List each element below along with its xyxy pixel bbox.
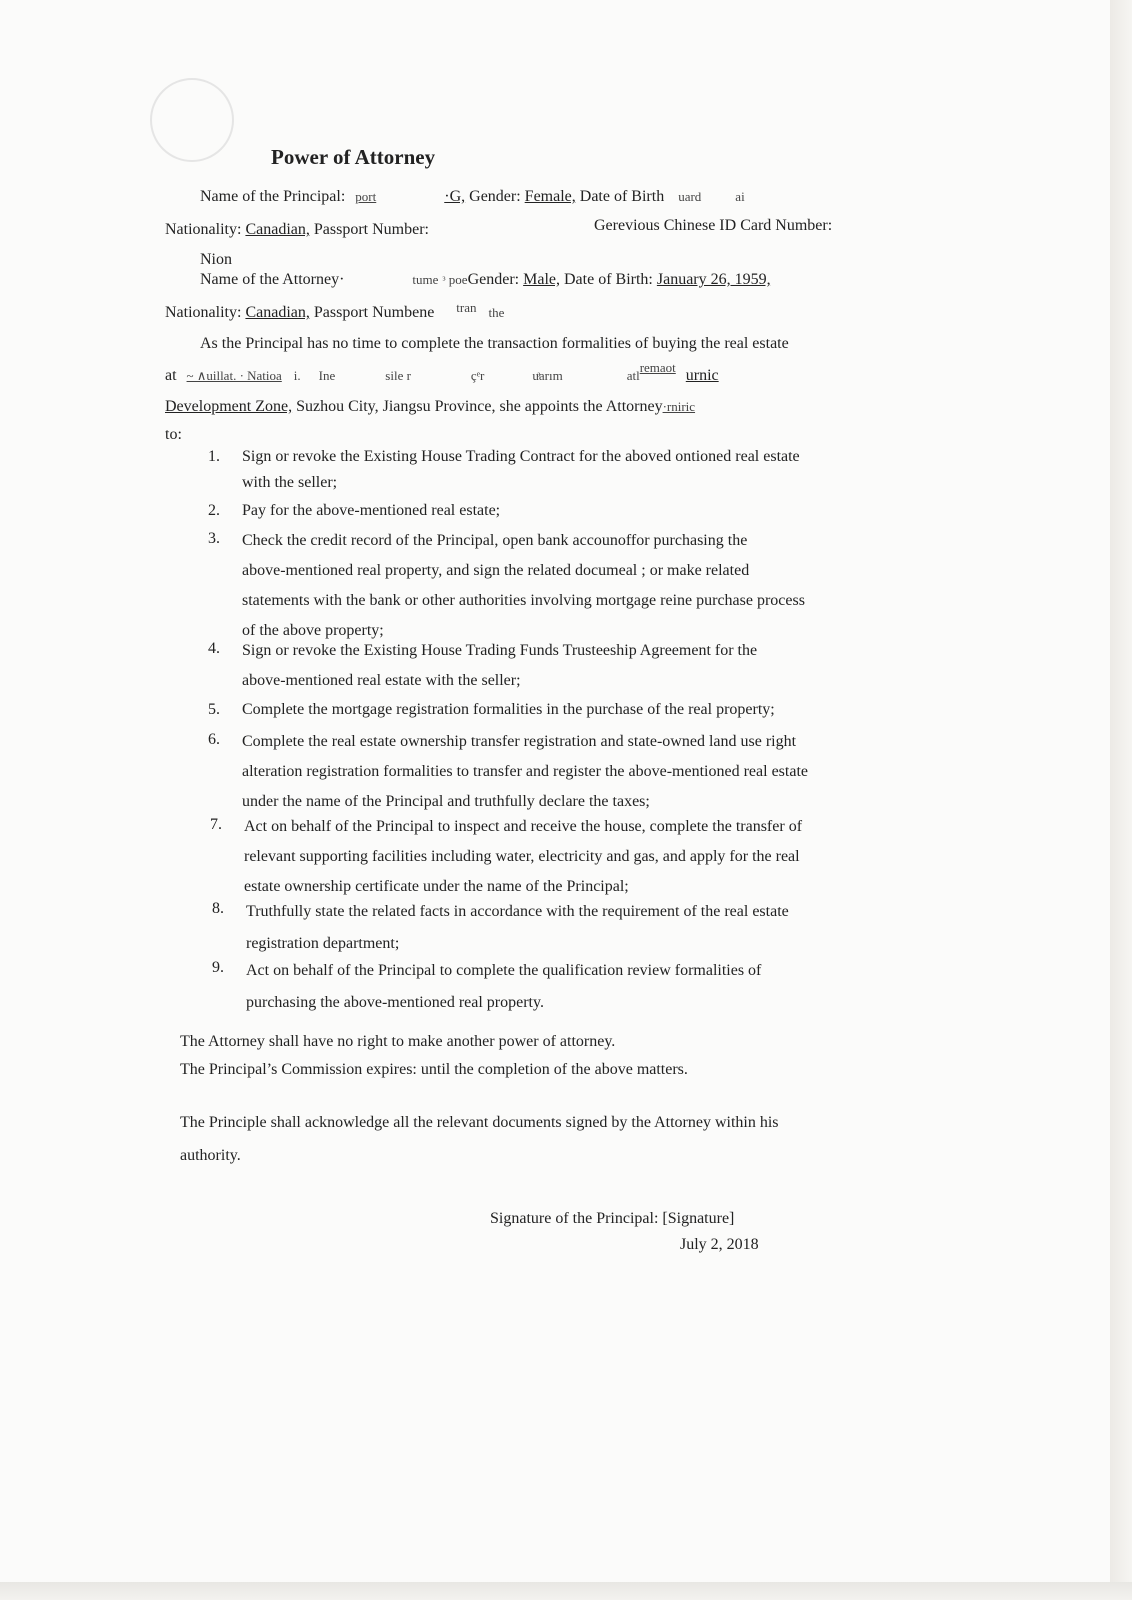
item-line: Act on behalf of the Principal to complete the qualification review formalities of [246,962,762,979]
principal-dob-fragment: uard [678,189,702,204]
closing-line-3b: authority. [180,1147,241,1164]
page-edge-right [1110,0,1132,1600]
item-line: Act on behalf of the Principal to inspect and receive the house, complete the transfer of [244,818,803,835]
attorney-line-2 [165,300,505,323]
item-line: Sign or revoke the Existing House Trading Funds Trusteeship Agreement for the [242,642,758,659]
intro-garble-5: çᵉr [470,368,485,383]
attorney-name-fragment: tume [412,272,439,287]
item-number: 1. [208,448,220,465]
item-line: purchasing the above-mentioned real property. [246,994,544,1011]
attorney-passport-fragment: tran [456,300,477,315]
intro-garble-6: uͣarım [532,368,563,383]
intro-tail: ·rniric [662,399,696,414]
intro-garble-3: Ine [318,368,336,383]
item-line: Truthfully state the related facts in accordance with the requirement of the real estate [246,903,789,920]
attorney-name-label: Name of the Attorney· [200,271,345,288]
principal-nationality-label: Nationality: [165,221,242,238]
principal-name-label: Name of the Principal: [200,188,346,205]
item-line: Complete the real estate ownership transfer registration and state-owned land use right [242,733,797,750]
item-line: with the seller; [242,474,338,491]
attorney-dob: January 26, 1959, [656,271,771,288]
attorney-nationality-label: Nationality: [165,304,242,321]
item-line: estate ownership certificate under the name of the Principal; [244,878,629,895]
item-line: registration department; [246,935,400,952]
item-line: under the name of the Principal and truthfully declare the taxes; [242,793,650,810]
principal-line-3: Nion [200,251,232,268]
principal-dob-fragment-2: ai [735,189,745,204]
signature-line: Signature of the Principal: [Signature] [490,1210,735,1227]
intro-at: at [165,367,177,384]
item-number: 4. [208,640,220,657]
closing-line-1: The Attorney shall have no right to make another power of attorney. [180,1033,616,1050]
item-number: 5. [208,701,220,718]
attorney-nationality: Canadian, [245,304,310,321]
document-title: Power of Attorney [271,145,436,169]
principal-dob-label: Date of Birth [579,188,665,205]
item-line: Check the credit record of the Principal, open bank accounoffor purchasing the [242,532,748,549]
item-number: 8. [212,900,224,917]
principal-name-fragment-2: ·G, [444,188,466,205]
principal-passport-label: Passport Number: [313,221,429,238]
item-line: alteration registration formalities to transfer and register the above-mentioned real estate [242,763,808,780]
closing-line-3a: The Principle shall acknowledge all the relevant documents signed by the Attorney within his [180,1114,779,1131]
attorney-line-1 [200,270,771,290]
principal-gender: Female, [524,188,576,205]
item-line: of the above property; [242,622,384,639]
page-edge-bottom [0,1582,1132,1600]
item-line: relevant supporting facilities including water, electricity and gas, and apply for the real [244,848,800,865]
item-number: 2. [208,502,220,519]
attorney-passport-label: Passport Numbene [313,304,435,321]
principal-id-label: Gerevious Chinese ID Card Number: [594,217,833,234]
principal-line-1 [200,187,745,207]
closing-line-2: The Principal’s Commission expires: until the completion of the above matters. [180,1061,688,1078]
intro-line-1: As the Principal has no time to complete the transaction formalities of buying the real estate [200,335,789,352]
item-number: 9. [212,959,224,976]
attorney-dob-label: Date of Birth: [563,271,653,288]
intro-garble-2: i. [293,368,301,383]
intro-line-3 [165,397,695,417]
item-number: 3. [208,530,220,547]
intro-end: urnic [685,367,719,384]
principal-nationality: Canadian, [245,221,310,238]
signature-date: July 2, 2018 [680,1236,759,1253]
principal-gender-label: Gender: [469,188,521,205]
intro-garble-8: remaot [639,360,676,375]
intro-garble-4: sile r [385,368,411,383]
faint-stamp-mark [150,78,234,162]
item-line: above-mentioned real estate with the seller; [242,672,521,689]
item-line: above-mentioned real property, and sign the related documeal ; or make related [242,562,750,579]
intro-line-2 [165,360,910,386]
to-label: to: [165,426,182,443]
item-line: Complete the mortgage registration formalities in the purchase of the real property; [242,701,775,718]
principal-name-fragment: port [355,189,377,204]
intro-garble-1: ~ ∧uillat. · Natioa [186,368,282,383]
item-line: Sign or revoke the Existing House Trading Contract for the aboved ontioned real estate [242,448,800,465]
item-number: 6. [208,731,220,748]
item-line: statements with the bank or other authorities involving mortgage reine purchase process [242,592,805,609]
attorney-gender: Male, [523,271,560,288]
intro-zone: Development Zone, [165,398,293,415]
intro-rest: Suzhou City, Jiangsu Province, she appoints the Attorney [296,398,663,415]
intro-garble-7: atl [626,368,640,383]
item-line: Pay for the above-mentioned real estate; [242,502,501,519]
item-number: 7. [210,816,222,833]
attorney-name-fragment-2: ᵌ poe [442,272,468,287]
principal-line-2 [165,220,429,240]
attorney-gender-label: Gender: [467,271,520,288]
attorney-passport-fragment-2: the [488,305,505,320]
